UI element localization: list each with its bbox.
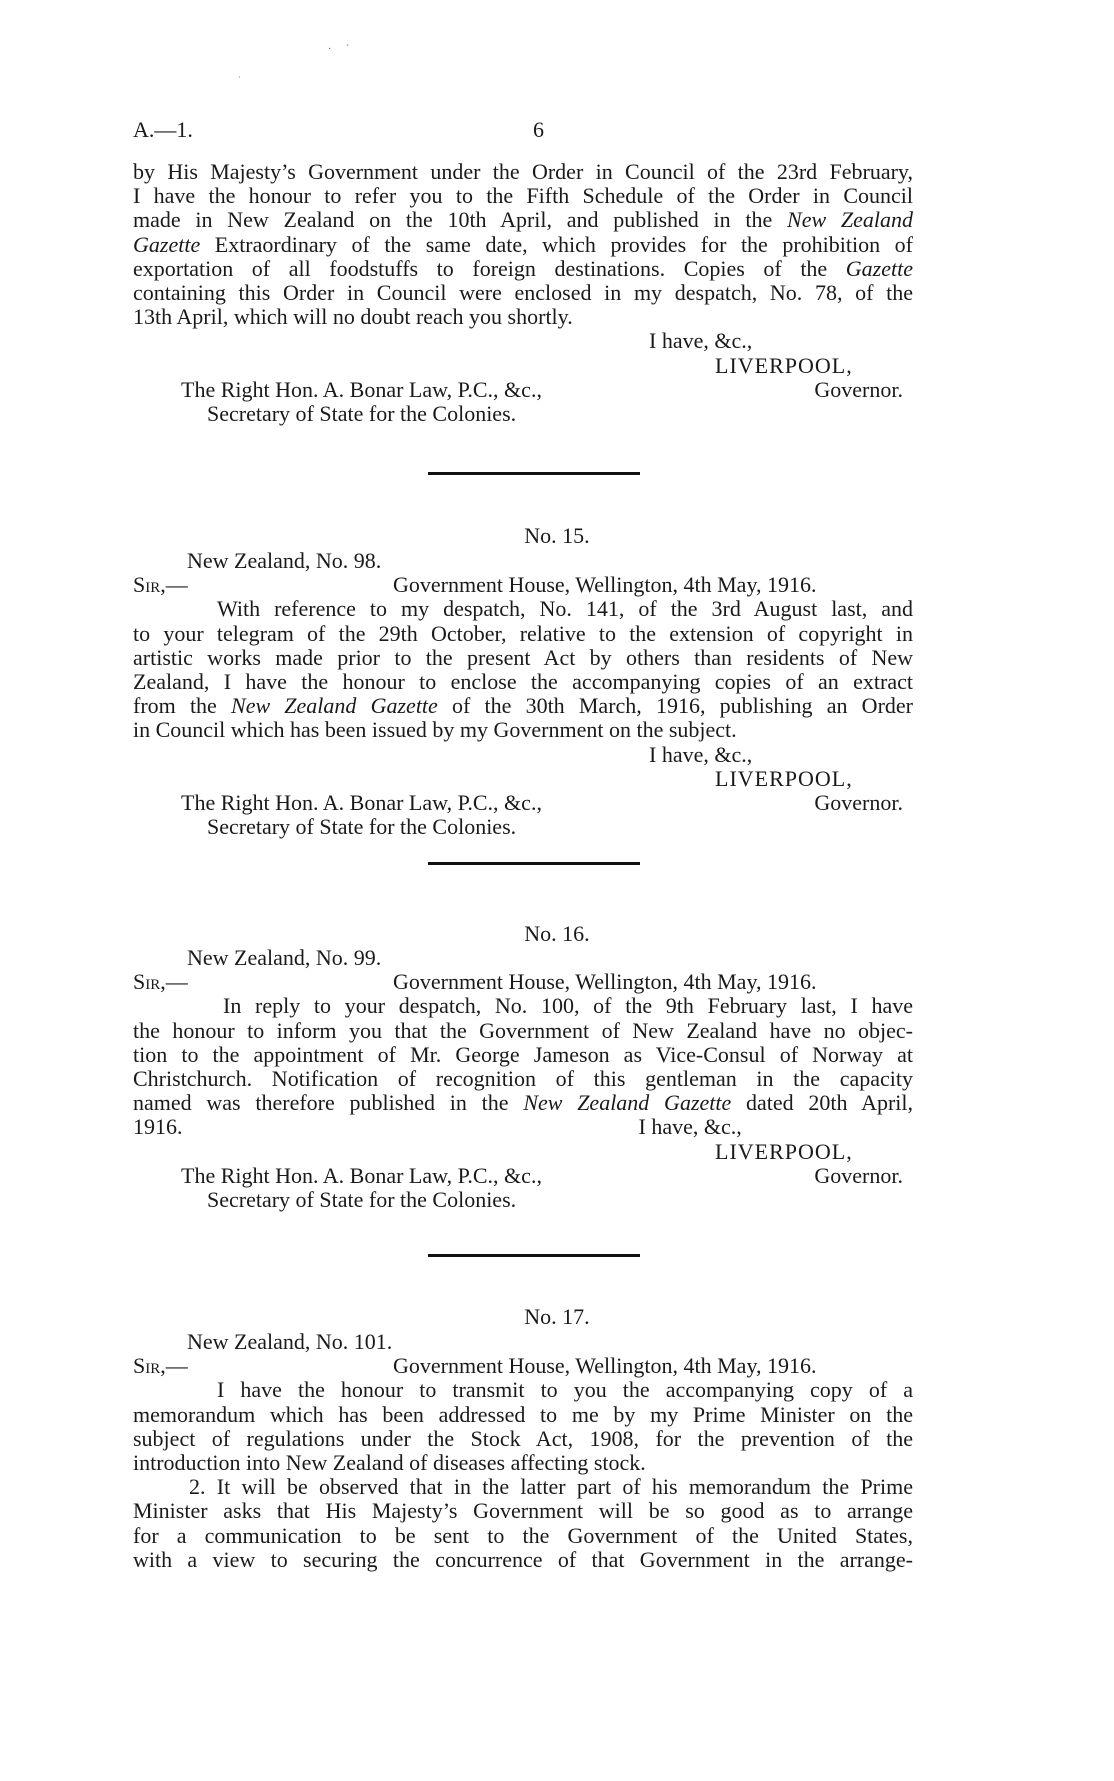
- text-line: memorandum which has been addressed to me by my Prime Minister on the: [133, 1401, 913, 1427]
- addressee-row: [133, 1164, 913, 1188]
- closing: [133, 1140, 913, 1164]
- addressee-title: Secretary of State for the Colonies.: [207, 1187, 517, 1213]
- text-line: Gazette Extraordinary of the same date, which provides for the prohibition of: [133, 231, 913, 257]
- text-line: 2. It will be observed that in the latter part of his memorandum the Prime: [189, 1474, 913, 1500]
- salutation: Sir,—: [133, 572, 188, 598]
- section-divider: [428, 472, 640, 475]
- text-line: introduction into New Zealand of diseases affecting stock.: [133, 1450, 646, 1476]
- addressee: The Right Hon. A. Bonar Law, P.C., &c.,: [181, 790, 542, 816]
- despatch-15: [133, 549, 913, 839]
- place-date: Government House, Wellington, 4th May, 1916.: [393, 572, 817, 598]
- closing-have: I have, &c.,: [649, 741, 753, 767]
- text-line: artistic works made prior to the present Act by others than residents of New: [133, 644, 913, 670]
- signature: LIVERPOOL,: [715, 352, 853, 378]
- text-line: I have the honour to refer you to the Fifth Schedule of the Order in Council: [133, 183, 913, 209]
- closing: [133, 329, 913, 377]
- page-header: [133, 118, 913, 144]
- signature: LIVERPOOL,: [715, 765, 853, 791]
- italic-gazette: Gazette: [133, 231, 201, 257]
- text-line: made in New Zealand on the 10th April, and published in the New Zealand: [133, 207, 913, 233]
- addressee-title: Secretary of State for the Colonies.: [207, 814, 517, 840]
- salutation-row: [133, 1354, 913, 1378]
- text-line: 1916.: [133, 1114, 183, 1140]
- scan-speck: · ˊ: [328, 44, 356, 55]
- closing-have: I have, &c.,: [638, 1114, 742, 1140]
- addressee-row: [133, 791, 913, 815]
- text-line: 13th April, which will no doubt reach you shortly.: [133, 304, 573, 330]
- place-date: Government House, Wellington, 4th May, 1916.: [393, 969, 817, 995]
- text-line: containing this Order in Council were enclosed in my despatch, No. 78, of the: [133, 280, 913, 306]
- despatch-number: No. 15.: [524, 523, 590, 548]
- text-line: by His Majesty’s Government under the Order in Council of the 23rd February,: [133, 159, 913, 184]
- salutation: Sir,—: [133, 969, 188, 995]
- scan-speck: ·: [238, 73, 241, 82]
- text-line: for a communication to be sent to the Government of the United States,: [133, 1522, 913, 1548]
- document-reference: A.—1.: [133, 117, 193, 142]
- text-line: Zealand, I have the honour to enclose the accompanying copies of an extract: [133, 669, 913, 695]
- text-line: named was therefore published in the New Zealand Gazette dated 20th April,: [133, 1090, 914, 1116]
- italic-gazette: Gazette: [845, 255, 913, 281]
- closing: [133, 743, 913, 791]
- text-line: in Council which has been issued by my Government on the subject.: [133, 717, 737, 743]
- italic-gazette-title: New Zealand Gazette: [231, 693, 438, 719]
- text-line: In reply to your despatch, No. 100, of the 9th February last, I have: [223, 993, 913, 1019]
- signatory-title: Governor.: [814, 376, 903, 402]
- text-line: exportation of all foodstuffs to foreign destinations. Copies of the Gazette: [133, 255, 913, 281]
- text-line: to your telegram of the 29th October, relative to the extension of copyright in: [133, 620, 913, 646]
- addressee-row: [133, 378, 913, 402]
- despatch-from: New Zealand, No. 98.: [187, 548, 382, 573]
- text-line: from the New Zealand Gazette of the 30th March, 1916, publishing an Order: [133, 693, 913, 719]
- text-line: subject of regulations under the Stock Act, 1908, for the prevention of the: [133, 1425, 913, 1451]
- signatory-title: Governor.: [814, 1162, 903, 1188]
- signature: LIVERPOOL,: [715, 1138, 853, 1164]
- text-line: With reference to my despatch, No. 141, of the 3rd August last, and: [217, 596, 913, 622]
- salutation-row: [133, 573, 913, 597]
- continuation-letter: [133, 160, 913, 426]
- despatch-17: [133, 1330, 913, 1572]
- text-line: Minister asks that His Majesty’s Government will be so good as to arrange: [133, 1498, 913, 1524]
- section-divider: [428, 862, 640, 865]
- despatch-number: No. 17.: [524, 1304, 590, 1329]
- place-date: Government House, Wellington, 4th May, 1916.: [393, 1353, 817, 1379]
- section-divider: [428, 1254, 640, 1257]
- despatch-16: [133, 946, 913, 1212]
- italic-gazette-title: New Zealand Gazette: [523, 1090, 732, 1116]
- signatory-title: Governor.: [814, 790, 903, 816]
- closing-first-row: [133, 1115, 913, 1139]
- text-line: tion to the appointment of Mr. George Jameson as Vice-Consul of Norway at: [133, 1041, 913, 1067]
- closing-have: I have, &c.,: [649, 328, 753, 354]
- addressee-title: Secretary of State for the Colonies.: [207, 401, 517, 427]
- salutation: Sir,—: [133, 1353, 188, 1379]
- addressee: The Right Hon. A. Bonar Law, P.C., &c.,: [181, 1162, 542, 1188]
- salutation-row: [133, 970, 913, 994]
- italic-newzealand: New Zealand: [787, 207, 913, 233]
- page-number: 6: [533, 117, 544, 142]
- text-line: with a view to securing the concurrence of that Government in the arrange-: [133, 1546, 913, 1572]
- despatch-from: New Zealand, No. 99.: [187, 945, 382, 970]
- text-line: I have the honour to transmit to you the accompanying copy of a: [217, 1377, 913, 1403]
- despatch-number: No. 16.: [524, 921, 590, 946]
- text-line: Christchurch. Notification of recognition of this gentleman in the capacity: [133, 1066, 913, 1092]
- addressee: The Right Hon. A. Bonar Law, P.C., &c.,: [181, 376, 542, 402]
- despatch-from: New Zealand, No. 101.: [187, 1329, 393, 1354]
- text-line: the honour to inform you that the Government of New Zealand have no objec-: [133, 1017, 913, 1043]
